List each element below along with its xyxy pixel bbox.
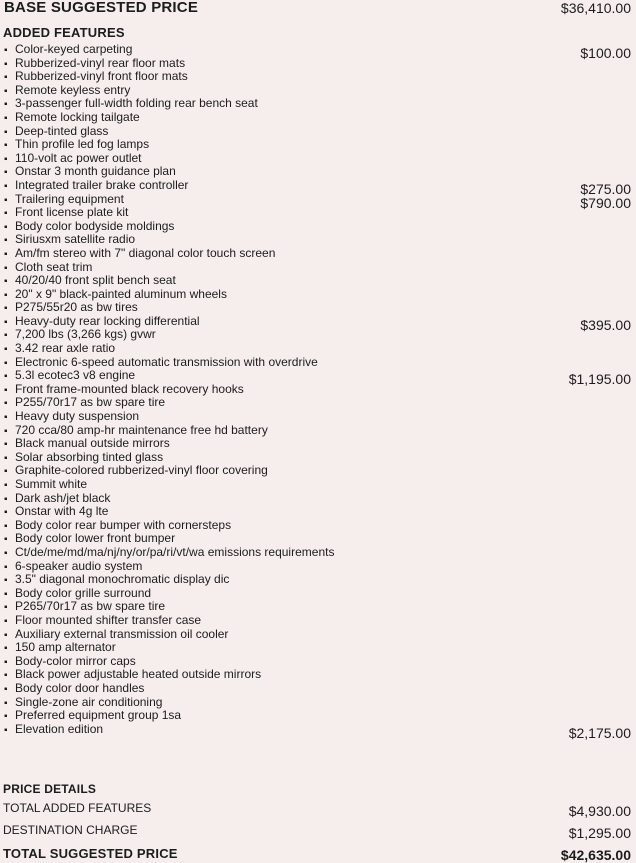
feature-name: P265/70r17 as bw spare tire [15, 599, 166, 614]
feature-name: Body color door handles [15, 680, 145, 695]
bullet-icon: ▪ [4, 45, 8, 56]
bullet-icon: ▪ [4, 683, 8, 695]
bullet-icon: ▪ [4, 656, 8, 668]
feature-item [4, 261, 631, 275]
feature-item [4, 301, 631, 315]
bullet-icon: ▪ [4, 303, 8, 315]
feature-name: 20" x 9" black-painted aluminum wheels [15, 286, 227, 301]
feature-item [4, 682, 631, 696]
feature-name: Trailering equipment [15, 191, 124, 206]
bullet-icon: ▪ [4, 235, 8, 247]
feature-name: Deep-tinted glass [15, 123, 109, 138]
feature-name: Remote locking tailgate [15, 109, 140, 124]
total-added-features-row [3, 801, 631, 821]
total-suggested-price-row [3, 846, 631, 861]
bullet-icon: ▪ [4, 112, 8, 124]
feature-name: Body color lower front bumper [15, 531, 176, 546]
bullet-icon: ▪ [4, 384, 8, 396]
bullet-icon: ▪ [4, 493, 8, 505]
feature-item [4, 111, 631, 125]
bullet-icon: ▪ [4, 330, 8, 342]
feature-price: $790.00 [580, 194, 631, 211]
bullet-icon: ▪ [4, 452, 8, 464]
feature-name: Body color bodyside moldings [15, 218, 175, 233]
bullet-icon: ▪ [4, 153, 8, 165]
feature-item [4, 492, 631, 506]
feature-name: Solar absorbing tinted glass [15, 449, 164, 464]
feature-name: Front frame-mounted black recovery hooks [15, 381, 244, 396]
bullet-icon: ▪ [4, 140, 8, 152]
bullet-icon: ▪ [4, 670, 8, 682]
bullet-icon: ▪ [4, 126, 8, 138]
bullet-icon: ▪ [4, 85, 8, 97]
feature-name: 3-passenger full-width folding rear bench seat [15, 96, 258, 111]
feature-item [4, 274, 631, 288]
bullet-icon: ▪ [4, 534, 8, 546]
bullet-icon: ▪ [4, 711, 8, 723]
feature-item [4, 356, 631, 370]
feature-item [4, 383, 631, 397]
bullet-icon: ▪ [4, 72, 8, 84]
bullet-icon: ▪ [4, 697, 8, 709]
destination-charge-label: DESTINATION CHARGE [3, 823, 138, 837]
feature-price: $275.00 [580, 180, 631, 197]
feature-item [4, 165, 631, 179]
feature-name: Black manual outside mirrors [15, 436, 170, 451]
feature-item [4, 641, 631, 655]
feature-item [4, 424, 631, 438]
feature-item [4, 368, 631, 388]
bullet-icon: ▪ [4, 507, 8, 519]
added-features-title: ADDED FEATURES [3, 25, 125, 40]
feature-item [4, 437, 631, 451]
bullet-icon: ▪ [4, 724, 8, 736]
feature-name: Black power adjustable heated outside mirrors [15, 667, 262, 682]
total-added-features-value: $4,930.00 [568, 803, 631, 819]
bullet-icon: ▪ [4, 629, 8, 641]
bullet-icon: ▪ [4, 208, 8, 220]
feature-item [4, 614, 631, 628]
feature-item [4, 177, 631, 197]
bullet-icon: ▪ [4, 316, 8, 328]
bullet-icon: ▪ [4, 425, 8, 437]
feature-name: Floor mounted shifter transfer case [15, 612, 202, 627]
feature-name: Body-color mirror caps [15, 653, 136, 668]
bullet-icon: ▪ [4, 289, 8, 301]
bullet-icon: ▪ [4, 248, 8, 260]
feature-name: Cloth seat trim [15, 259, 93, 274]
feature-name: 6-speaker audio system [15, 558, 143, 573]
feature-item [4, 532, 631, 546]
feature-name: Siriusxm satellite radio [15, 232, 136, 247]
feature-name: Single-zone air conditioning [15, 694, 163, 709]
feature-item [4, 84, 631, 98]
total-suggested-price-value: $42,635.00 [560, 847, 631, 863]
feature-name: 3.5" diagonal monochromatic display dic [15, 572, 230, 587]
base-price-row [4, 0, 631, 18]
feature-item [4, 42, 631, 61]
bullet-icon: ▪ [4, 643, 8, 655]
feature-name: Heavy-duty rear locking differential [15, 313, 200, 328]
feature-item [4, 451, 631, 465]
base-price-value: $36,410.00 [560, 0, 631, 16]
feature-item [4, 696, 631, 710]
destination-charge-row [3, 823, 631, 843]
feature-item [4, 57, 631, 71]
feature-name: Dark ash/jet black [15, 490, 111, 505]
bullet-icon: ▪ [4, 99, 8, 111]
feature-item [4, 328, 631, 342]
feature-name: 40/20/40 front split bench seat [15, 273, 176, 288]
feature-name: Onstar with 4g lte [15, 504, 109, 519]
feature-name: Remote keyless entry [15, 82, 131, 97]
feature-name: Heavy duty suspension [15, 409, 140, 424]
feature-item [4, 668, 631, 682]
feature-name: 110-volt ac power outlet [15, 150, 142, 165]
feature-price: $2,175.00 [568, 724, 631, 741]
bullet-icon: ▪ [4, 547, 8, 559]
bullet-icon: ▪ [4, 357, 8, 369]
bullet-icon: ▪ [4, 276, 8, 288]
feature-name: Thin profile led fog lamps [15, 137, 150, 152]
feature-name: Body color grille surround [15, 585, 152, 600]
feature-name: Elevation edition [15, 721, 104, 736]
feature-item [4, 247, 631, 261]
feature-item [4, 587, 631, 601]
feature-price: $395.00 [580, 316, 631, 333]
feature-item [4, 70, 631, 84]
feature-item [4, 560, 631, 574]
feature-name: 5.3l ecotec3 v8 engine [15, 368, 136, 383]
bullet-icon: ▪ [4, 439, 8, 451]
bullet-icon: ▪ [4, 194, 8, 206]
bullet-icon: ▪ [4, 221, 8, 233]
feature-name: 150 amp alternator [15, 640, 116, 655]
feature-item [4, 721, 631, 741]
feature-name: 3.42 rear axle ratio [15, 341, 116, 356]
feature-item [4, 342, 631, 356]
total-added-features-label: TOTAL ADDED FEATURES [3, 801, 152, 815]
feature-item [4, 125, 631, 139]
feature-name: Front license plate kit [15, 205, 129, 220]
feature-name: 7,200 lbs (3,266 kgs) gvwr [15, 327, 156, 342]
feature-item [4, 152, 631, 166]
feature-name: Ct/de/me/md/ma/nj/ny/or/pa/ri/vt/wa emissions requirements [15, 544, 335, 559]
feature-name: P275/55r20 as bw tires [15, 300, 138, 315]
feature-name: Color-keyed carpeting [15, 42, 133, 56]
feature-name: P255/70r17 as bw spare tire [15, 395, 166, 410]
feature-item [4, 288, 631, 302]
feature-name: Onstar 3 month guidance plan [15, 164, 176, 179]
feature-item [4, 233, 631, 247]
feature-item [4, 505, 631, 519]
feature-item [4, 313, 631, 333]
feature-name: Preferred equipment group 1sa [15, 708, 182, 723]
bullet-icon: ▪ [4, 575, 8, 587]
bullet-icon: ▪ [4, 344, 8, 356]
feature-item [4, 97, 631, 111]
feature-item [4, 546, 631, 560]
feature-name: Summit white [15, 477, 88, 491]
bullet-icon: ▪ [4, 466, 8, 478]
added-features-list [4, 42, 631, 741]
feature-item [4, 206, 631, 220]
price-details-title: PRICE DETAILS [3, 782, 97, 796]
feature-item [4, 138, 631, 152]
feature-item [4, 573, 631, 587]
bullet-icon: ▪ [4, 602, 8, 614]
feature-price: $1,195.00 [568, 371, 631, 388]
feature-item [4, 478, 631, 492]
bullet-icon: ▪ [4, 398, 8, 410]
bullet-icon: ▪ [4, 371, 8, 383]
feature-name: Electronic 6-speed automatic transmission with overdrive [15, 354, 318, 369]
base-price-label: BASE SUGGESTED PRICE [4, 0, 199, 16]
feature-item [4, 410, 631, 424]
feature-item [4, 464, 631, 478]
bullet-icon: ▪ [4, 480, 8, 491]
feature-item [4, 519, 631, 533]
bullet-icon: ▪ [4, 615, 8, 627]
bullet-icon: ▪ [4, 588, 8, 600]
feature-item [4, 396, 631, 410]
bullet-icon: ▪ [4, 167, 8, 179]
feature-price: $100.00 [580, 45, 631, 61]
feature-item [4, 600, 631, 614]
bullet-icon: ▪ [4, 412, 8, 424]
bullet-icon: ▪ [4, 561, 8, 573]
feature-name: Am/fm stereo with 7" diagonal color touch screen [15, 245, 276, 260]
feature-name: Body color rear bumper with cornersteps [15, 517, 232, 532]
feature-item [4, 628, 631, 642]
feature-name: Rubberized-vinyl front floor mats [15, 69, 188, 84]
bullet-icon: ▪ [4, 262, 8, 274]
bullet-icon: ▪ [4, 180, 8, 192]
feature-item [4, 709, 631, 723]
total-suggested-price-label: TOTAL SUGGESTED PRICE [3, 846, 178, 861]
destination-charge-value: $1,295.00 [568, 825, 631, 841]
feature-item [4, 191, 631, 211]
feature-name: Auxiliary external transmission oil cooler [15, 626, 229, 641]
bullet-icon: ▪ [4, 58, 8, 70]
feature-name: Graphite-colored rubberized-vinyl floor covering [15, 463, 268, 478]
feature-item [4, 655, 631, 669]
bullet-icon: ▪ [4, 520, 8, 532]
feature-name: Rubberized-vinyl rear floor mats [15, 55, 186, 70]
feature-name: 720 cca/80 amp-hr maintenance free hd battery [15, 422, 268, 437]
feature-item [4, 220, 631, 234]
feature-name: Integrated trailer brake controller [15, 177, 189, 192]
